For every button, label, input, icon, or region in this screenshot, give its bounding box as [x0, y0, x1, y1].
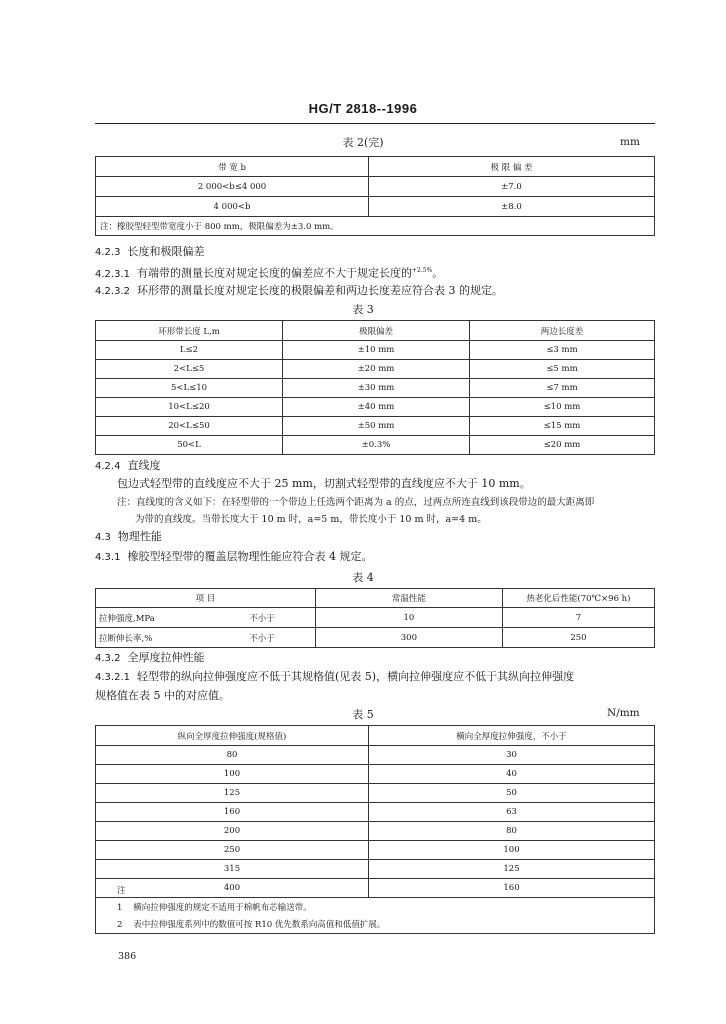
table-cell: ±8.0 — [369, 197, 655, 217]
table-cell: 80 — [96, 746, 369, 765]
table-cell: 30 — [369, 746, 655, 765]
table5-note-1: 1 横向拉伸强度的规定不适用于棉帆布芯输送带。 — [117, 903, 312, 913]
table5-unit: N/mm — [607, 707, 640, 719]
section-4-2-3: 4.2.3 长度和极限偏差 — [95, 245, 205, 258]
table-cell: ±40 mm — [283, 398, 470, 417]
table2-note: 注：橡胶型轻型带宽度小于 800 mm，极限偏差为±3.0 mm。 — [96, 217, 655, 236]
table3-header-deviation: 极限偏差 — [283, 321, 470, 341]
table-cell: 50<L — [96, 436, 283, 455]
table5-note-2: 2 表中拉伸强度系列中的数值可按 R10 优先数系向高值和低值扩展。 — [117, 920, 386, 930]
table3-caption: 表 3 — [352, 303, 374, 316]
table-cell: 315 — [96, 860, 369, 879]
table-cell: 125 — [96, 784, 369, 803]
table-cell: 160 — [96, 803, 369, 822]
table-cell: ±50 mm — [283, 417, 470, 436]
table-cell: 250 — [96, 841, 369, 860]
table-row — [96, 879, 655, 898]
table-cell: 100 — [369, 841, 655, 860]
straightness-note-line2: 为带的直线度。当带长度大于 10 m 时，a=5 m，带长度小于 10 m 时，a=4 m。 — [135, 514, 487, 525]
table-cell: 400 — [96, 879, 369, 898]
table-cell: ±20 mm — [283, 360, 470, 379]
straightness-text: 包边式轻型带的直线度应不大于 25 mm，切割式轻型带的直线度应不大于 10 mm。 — [117, 477, 531, 490]
table-cell: 拉伸强度,MPa — [96, 608, 210, 628]
table-row — [96, 822, 655, 841]
table-cell: 160 — [369, 879, 655, 898]
table2-unit: mm — [620, 136, 640, 148]
table-row — [96, 177, 655, 197]
table4-header-normal: 常温性能 — [315, 589, 502, 608]
table-cell: 7 — [502, 608, 654, 628]
table2-header-deviation: 极 限 偏 差 — [369, 157, 655, 177]
table-row — [96, 341, 655, 360]
table-cell: 200 — [96, 822, 369, 841]
table4 — [95, 588, 655, 648]
table4-header-item: 项 目 — [96, 589, 316, 608]
table-cell: ±0.3% — [283, 436, 470, 455]
table-cell: 100 — [96, 765, 369, 784]
table-row — [96, 746, 655, 765]
section-4-3: 4.3 物理性能 — [95, 530, 162, 543]
table-row — [96, 803, 655, 822]
table-cell: ≤5 mm — [470, 360, 655, 379]
section-4-3-1: 4.3.1 橡胶型轻型带的覆盖层物理性能应符合表 4 规定。 — [95, 550, 373, 563]
table2-header-width: 带 宽 b — [96, 157, 369, 177]
table-cell: ≤3 mm — [470, 341, 655, 360]
table-row — [96, 436, 655, 455]
table-row — [96, 379, 655, 398]
section-4-3-2: 4.3.2 全厚度拉伸性能 — [95, 651, 205, 664]
table-cell: 20<L≤50 — [96, 417, 283, 436]
section-4-2-3-2: 4.2.3.2 环形带的测量长度对规定长度的极限偏差和两边长度差应符合表 3 的规定。 — [95, 284, 503, 297]
table-row — [96, 197, 655, 217]
table-cell: 4 000<b — [96, 197, 369, 217]
table-cell: 63 — [369, 803, 655, 822]
table-cell: 250 — [502, 628, 654, 648]
table-cell: 10 — [315, 608, 502, 628]
section-4-2-4: 4.2.4 直线度 — [95, 459, 161, 472]
table3-header-length: 环形带长度 L,m — [96, 321, 283, 341]
table-cell: L≤2 — [96, 341, 283, 360]
table-cell: 125 — [369, 860, 655, 879]
table-cell: 80 — [369, 822, 655, 841]
standard-code-header: HG/T 2818--1996 — [308, 101, 418, 116]
table-row — [96, 765, 655, 784]
table-row — [96, 360, 655, 379]
table4-caption: 表 4 — [352, 571, 374, 584]
section-4-2-3-1: 4.2.3.1 有端带的测量长度对规定长度的偏差应不大于规定长度的$^{+2.5\%}$。 — [95, 266, 444, 280]
table-cell: ±30 mm — [283, 379, 470, 398]
table-cell: 300 — [315, 628, 502, 648]
table-cell: ≤20 mm — [470, 436, 655, 455]
table-row — [96, 608, 655, 628]
table-cell: ±7.0 — [369, 177, 655, 197]
straightness-note-line1: 注：直线度的含义如下：在轻型带的一个带边上任选两个距离为 a 的点，过两点所连直线到该段带边的最大距离即 — [117, 497, 595, 508]
table-cell: 2 000<b≤4 000 — [96, 177, 369, 197]
table-cell: ≤15 mm — [470, 417, 655, 436]
section-4-3-2-1-line2: 规格值在表 5 中的对应值。 — [95, 689, 230, 702]
table-cell: ±10 mm — [283, 341, 470, 360]
table5 — [95, 725, 655, 898]
table3-header-side-diff: 两边长度差 — [470, 321, 655, 341]
table-row — [96, 841, 655, 860]
table-cell: 不小于 — [209, 628, 315, 648]
table-row — [96, 784, 655, 803]
table-cell: ≤7 mm — [470, 379, 655, 398]
header-rule — [95, 123, 655, 124]
table-cell: 拉断伸长率,% — [96, 628, 210, 648]
table-cell: ≤10 mm — [470, 398, 655, 417]
table-cell: 10<L≤20 — [96, 398, 283, 417]
page-number: 386 — [118, 951, 137, 962]
table-cell: 2<L≤5 — [96, 360, 283, 379]
table-cell: 40 — [369, 765, 655, 784]
table3 — [95, 320, 655, 455]
table5-caption: 表 5 — [352, 708, 374, 721]
table-row — [96, 417, 655, 436]
table-row — [96, 860, 655, 879]
table-row — [96, 398, 655, 417]
table4-header-aged: 热老化后性能(70℃×96 h) — [502, 589, 654, 608]
table2 — [95, 156, 655, 236]
table2-caption: 表 2(完) — [342, 136, 384, 149]
table-cell: 5<L≤10 — [96, 379, 283, 398]
table5-header-longitudinal: 纵向全厚度拉伸强度(规格值) — [96, 726, 369, 746]
table5-note-title: 注 — [117, 886, 126, 896]
table-row — [96, 628, 655, 648]
table5-header-transverse: 横向全厚度拉伸强度，不小于 — [369, 726, 655, 746]
table-cell: 50 — [369, 784, 655, 803]
section-4-3-2-1-line1: 4.3.2.1 轻型带的纵向拉伸强度应不低于其规格值(见表 5)，横向拉伸强度应不低于其纵向拉伸强度 — [95, 670, 575, 683]
table-cell: 不小于 — [209, 608, 315, 628]
